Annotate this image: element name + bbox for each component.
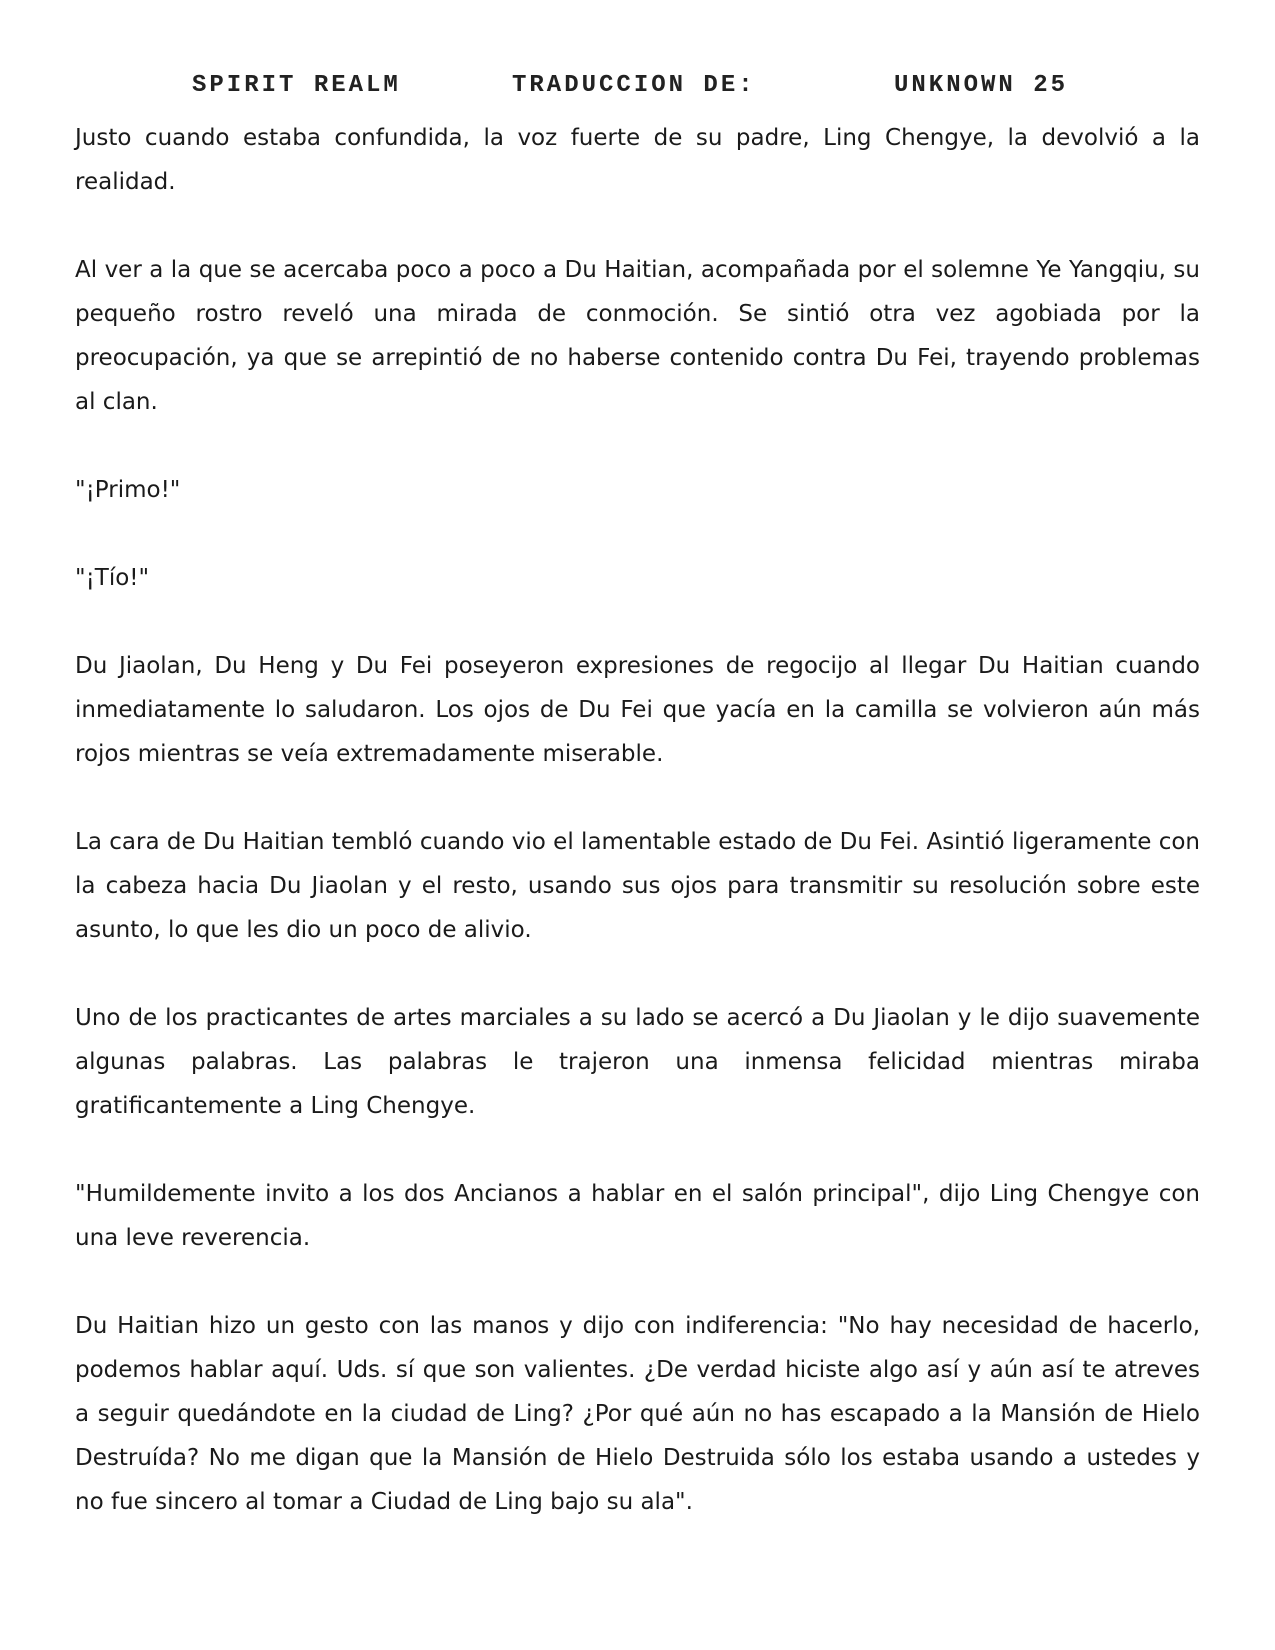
header-translation-label: TRADUCCION DE:	[512, 72, 756, 99]
paragraph: Du Jiaolan, Du Heng y Du Fei poseyeron expresiones de regocijo al llegar Du Haitian cuando inmediatamente lo saludaron. Los ojos de Du Fei que yacía en la camilla se volvieron aún más rojos mientras se veía extremadamente miserable.	[75, 653, 1200, 767]
paragraph: La cara de Du Haitian tembló cuando vio el lamentable estado de Du Fei. Asintió ligeramente con la cabeza hacia Du Jiaolan y el resto, usando sus ojos para transmitir su resolución sobre este asunto, lo que les dio un poco de alivio.	[75, 829, 1200, 943]
header-title: SPIRIT REALM	[192, 72, 401, 99]
paragraph: "Humildemente invito a los dos Ancianos a hablar en el salón principal", dijo Ling Chengye con una leve reverencia.	[75, 1181, 1200, 1251]
paragraph: Justo cuando estaba confundida, la voz fuerte de su padre, Ling Chengye, la devolvió a la realidad.	[75, 125, 1200, 195]
body-text	[75, 116, 1200, 1568]
paragraph: Al ver a la que se acercaba poco a poco a Du Haitian, acompañada por el solemne Ye Yangqiu, su pequeño rostro reveló una mirada de conmoción. Se sintió otra vez agobiada por la preocupación, ya que se arrepintió de no haberse contenido contra Du Fei, trayendo problemas al clan.	[75, 257, 1200, 415]
header-translator: UNKNOWN 25	[894, 72, 1069, 99]
paragraph: "¡Tío!"	[75, 565, 150, 591]
page-header	[0, 72, 1275, 108]
paragraph: "¡Primo!"	[75, 477, 181, 503]
paragraph: Du Haitian hizo un gesto con las manos y dijo con indiferencia: "No hay necesidad de hacerlo, podemos hablar aquí. Uds. sí que son valientes. ¿De verdad hiciste algo así y aún así te atreves a seguir quedándote en la ciudad de Ling? ¿Por qué aún no has escapado a la Mansión de Hielo Destruída? No me digan que la Mansión de Hielo Destruida sólo los estaba usando a ustedes y no fue sincero al tomar a Ciudad de Ling bajo su ala".	[75, 1313, 1200, 1515]
paragraph: Uno de los practicantes de artes marciales a su lado se acercó a Du Jiaolan y le dijo suavemente algunas palabras. Las palabras le trajeron una inmensa felicidad mientras miraba gratificantemente a Ling Chengye.	[75, 1005, 1200, 1119]
